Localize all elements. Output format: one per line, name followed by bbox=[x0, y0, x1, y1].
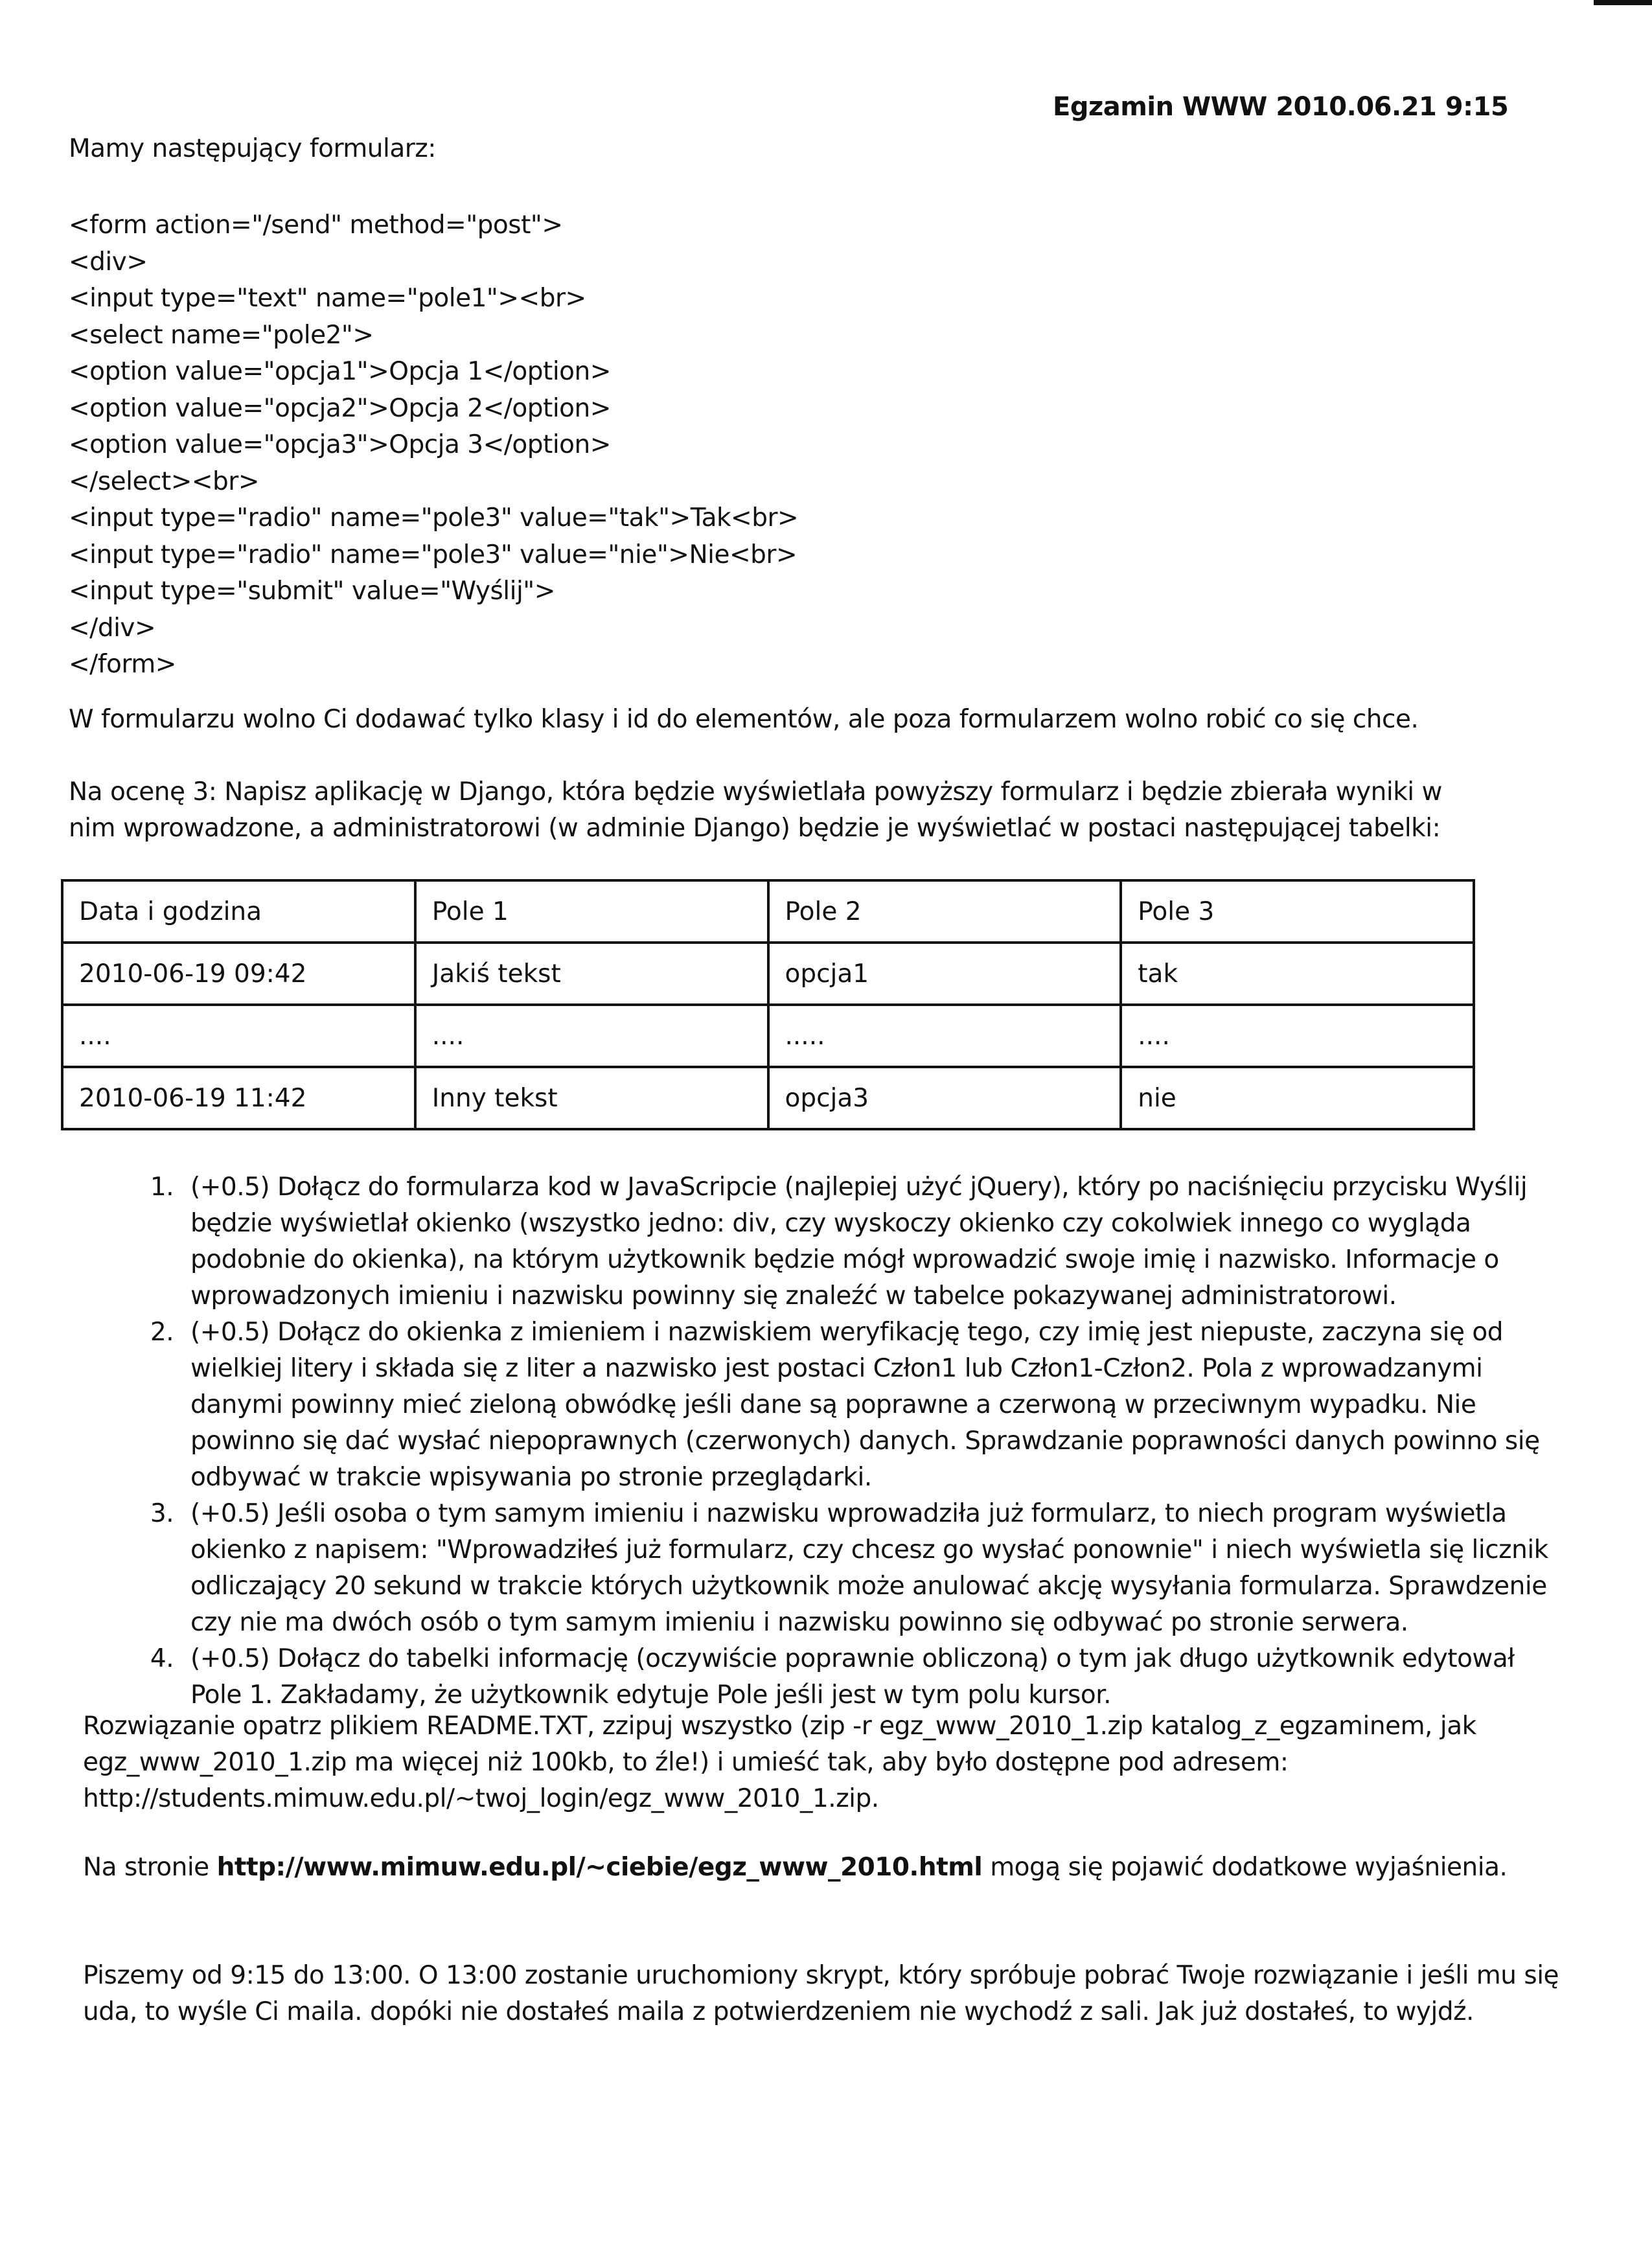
table-row bbox=[62, 943, 1474, 1005]
table-cell: 2010-06-19 09:42 bbox=[62, 943, 415, 1005]
exam-header: Egzamin WWW 2010.06.21 9:15 bbox=[1053, 92, 1509, 122]
task-item: 4. (+0.5) Dołącz do tabelki informację (oczywiście poprawnie obliczoną) o tym jak długo użytkownik edytował Pole 1. Zakładamy, że użytkownik edytuje Pole jeśli jest w tym polu kursor. bbox=[181, 1641, 1548, 1713]
table-cell: opcja1 bbox=[768, 943, 1121, 1005]
table-row bbox=[62, 1005, 1474, 1067]
table-cell: .... bbox=[1121, 1005, 1474, 1067]
table-cell: Inny tekst bbox=[415, 1067, 768, 1129]
table-cell: 2010-06-19 11:42 bbox=[62, 1067, 415, 1129]
code-line: <option value="opcja3">Opcja 3</option> bbox=[69, 430, 611, 459]
task-list bbox=[123, 1169, 1548, 1713]
table-cell: tak bbox=[1121, 943, 1474, 1005]
code-line: </form> bbox=[69, 650, 176, 679]
code-line: <select name="pole2"> bbox=[69, 320, 374, 350]
code-line: <form action="/send" method="post"> bbox=[69, 211, 563, 240]
info-suffix: mogą się pojawić dodatkowe wyjaśnienia. bbox=[982, 1853, 1508, 1882]
table-header-cell: Data i godzina bbox=[62, 880, 415, 943]
table-cell: opcja3 bbox=[768, 1067, 1121, 1129]
code-line: <div> bbox=[69, 247, 148, 277]
scan-corner-mark bbox=[1594, 0, 1652, 5]
table-row bbox=[62, 1067, 1474, 1129]
results-table bbox=[61, 879, 1475, 1130]
code-line: <input type="radio" name="pole3" value="nie">Nie<br> bbox=[69, 540, 797, 569]
form-code-block bbox=[69, 207, 798, 683]
code-line: <input type="submit" value="Wyślij"> bbox=[69, 577, 555, 606]
table-cell: Jakiś tekst bbox=[415, 943, 768, 1005]
task-item: 2. (+0.5) Dołącz do okienka z imieniem i nazwiskiem weryfikację tego, czy imię jest niepuste, zaczyna się od wielkiej litery i składa się z liter a nazwisko jest postaci Człon1 lub Człon1-Człon2. Pola z wprowadzanymi danymi powinny mieć zieloną obwódkę jeśli dane są poprawne a czerwoną w przeciwnym wypadku. Nie powinno się dać wysłać niepoprawnych (czerwonych) danych. Sprawdzanie poprawności danych powinno się odbywać w trakcie wpisywania po stronie przeglądarki. bbox=[181, 1314, 1548, 1496]
info-url: http://www.mimuw.edu.pl/~ciebie/egz_www_2010.html bbox=[216, 1853, 983, 1882]
task-item: 1. (+0.5) Dołącz do formularza kod w JavaScripcie (najlepiej użyć jQuery), który po naciśnięciu przycisku Wyślij będzie wyświetlał okienko (wszystko jedno: div, czy wyskoczy okienko czy cokolwiek innego co wygląda podobnie do okienka), na którym użytkownik będzie mógł wprowadzić swoje imię i nazwisko. Informacje o wprowadzonych imieniu i nazwisku powinny się znaleźć w tabelce pokazywanej administratorowi. bbox=[181, 1169, 1548, 1314]
table-cell: ..... bbox=[768, 1005, 1121, 1067]
code-line: <option value="opcja2">Opcja 2</option> bbox=[69, 393, 611, 423]
table-cell: .... bbox=[62, 1005, 415, 1067]
table-header-cell: Pole 3 bbox=[1121, 880, 1474, 943]
readme-instructions: Rozwiązanie opatrz plikiem README.TXT, zzipuj wszystko (zip -r egz_www_2010_1.zip katalog_z_egzaminem, jak egz_www_2010_1.zip ma więcej niż 100kb, to źle!) i umieść tak, aby było dostępne pod adresem: http://students.mimuw.edu.pl/~twoj_login/egz_www_2010_1.zip. bbox=[83, 1712, 1476, 1813]
table-cell: .... bbox=[415, 1005, 768, 1067]
code-line: <input type="text" name="pole1"><br> bbox=[69, 284, 586, 313]
code-line: <input type="radio" name="pole3" value="tak">Tak<br> bbox=[69, 503, 799, 533]
code-line: <option value="opcja1">Opcja 1</option> bbox=[69, 357, 611, 386]
code-line: </select><br> bbox=[69, 466, 260, 496]
table-header-cell: Pole 1 bbox=[415, 880, 768, 943]
code-line: </div> bbox=[69, 613, 156, 643]
table-header-row bbox=[62, 880, 1474, 943]
timing-paragraph: Piszemy od 9:15 do 13:00. O 13:00 zostanie uruchomiony skrypt, który spróbuje pobrać Twoje rozwiązanie i jeśli mu się uda, to wyśle Ci maila. dopóki nie dostałeś maila z potwierdzeniem nie wychodź z sali. Jak już dostałeś, to wyjdź. bbox=[83, 1961, 1559, 2026]
table-header-cell: Pole 2 bbox=[768, 880, 1121, 943]
task-item: 3. (+0.5) Jeśli osoba o tym samym imieniu i nazwisku wprowadziła już formularz, to niech program wyświetla okienko z napisem: "Wprowadziłeś już formularz, czy chcesz go wysłać ponownie" i niech wyświetla się licznik odliczający 20 sekund w trakcie których użytkownik może anulować akcję wysyłania formularza. Sprawdzenie czy nie ma dwóch osób o tym samym imieniu i nazwisku powinno się odbywać po stronie serwera. bbox=[181, 1496, 1548, 1641]
form-rules-paragraph: W formularzu wolno Ci dodawać tylko klasy i id do elementów, ale poza formularzem wolno robić co się chce. bbox=[69, 705, 1419, 734]
info-paragraph bbox=[83, 1850, 1508, 1886]
grade-3-paragraph: Na ocenę 3: Napisz aplikację w Django, która będzie wyświetlała powyższy formularz i będzie zbierała wyniki w nim wprowadzone, a administratorowi (w adminie Django) będzie je wyświetlać w postaci następującej tabelki: bbox=[69, 777, 1442, 843]
table-cell: nie bbox=[1121, 1067, 1474, 1129]
info-prefix: Na stronie bbox=[83, 1853, 217, 1882]
intro-text: Mamy następujący formularz: bbox=[69, 134, 436, 163]
